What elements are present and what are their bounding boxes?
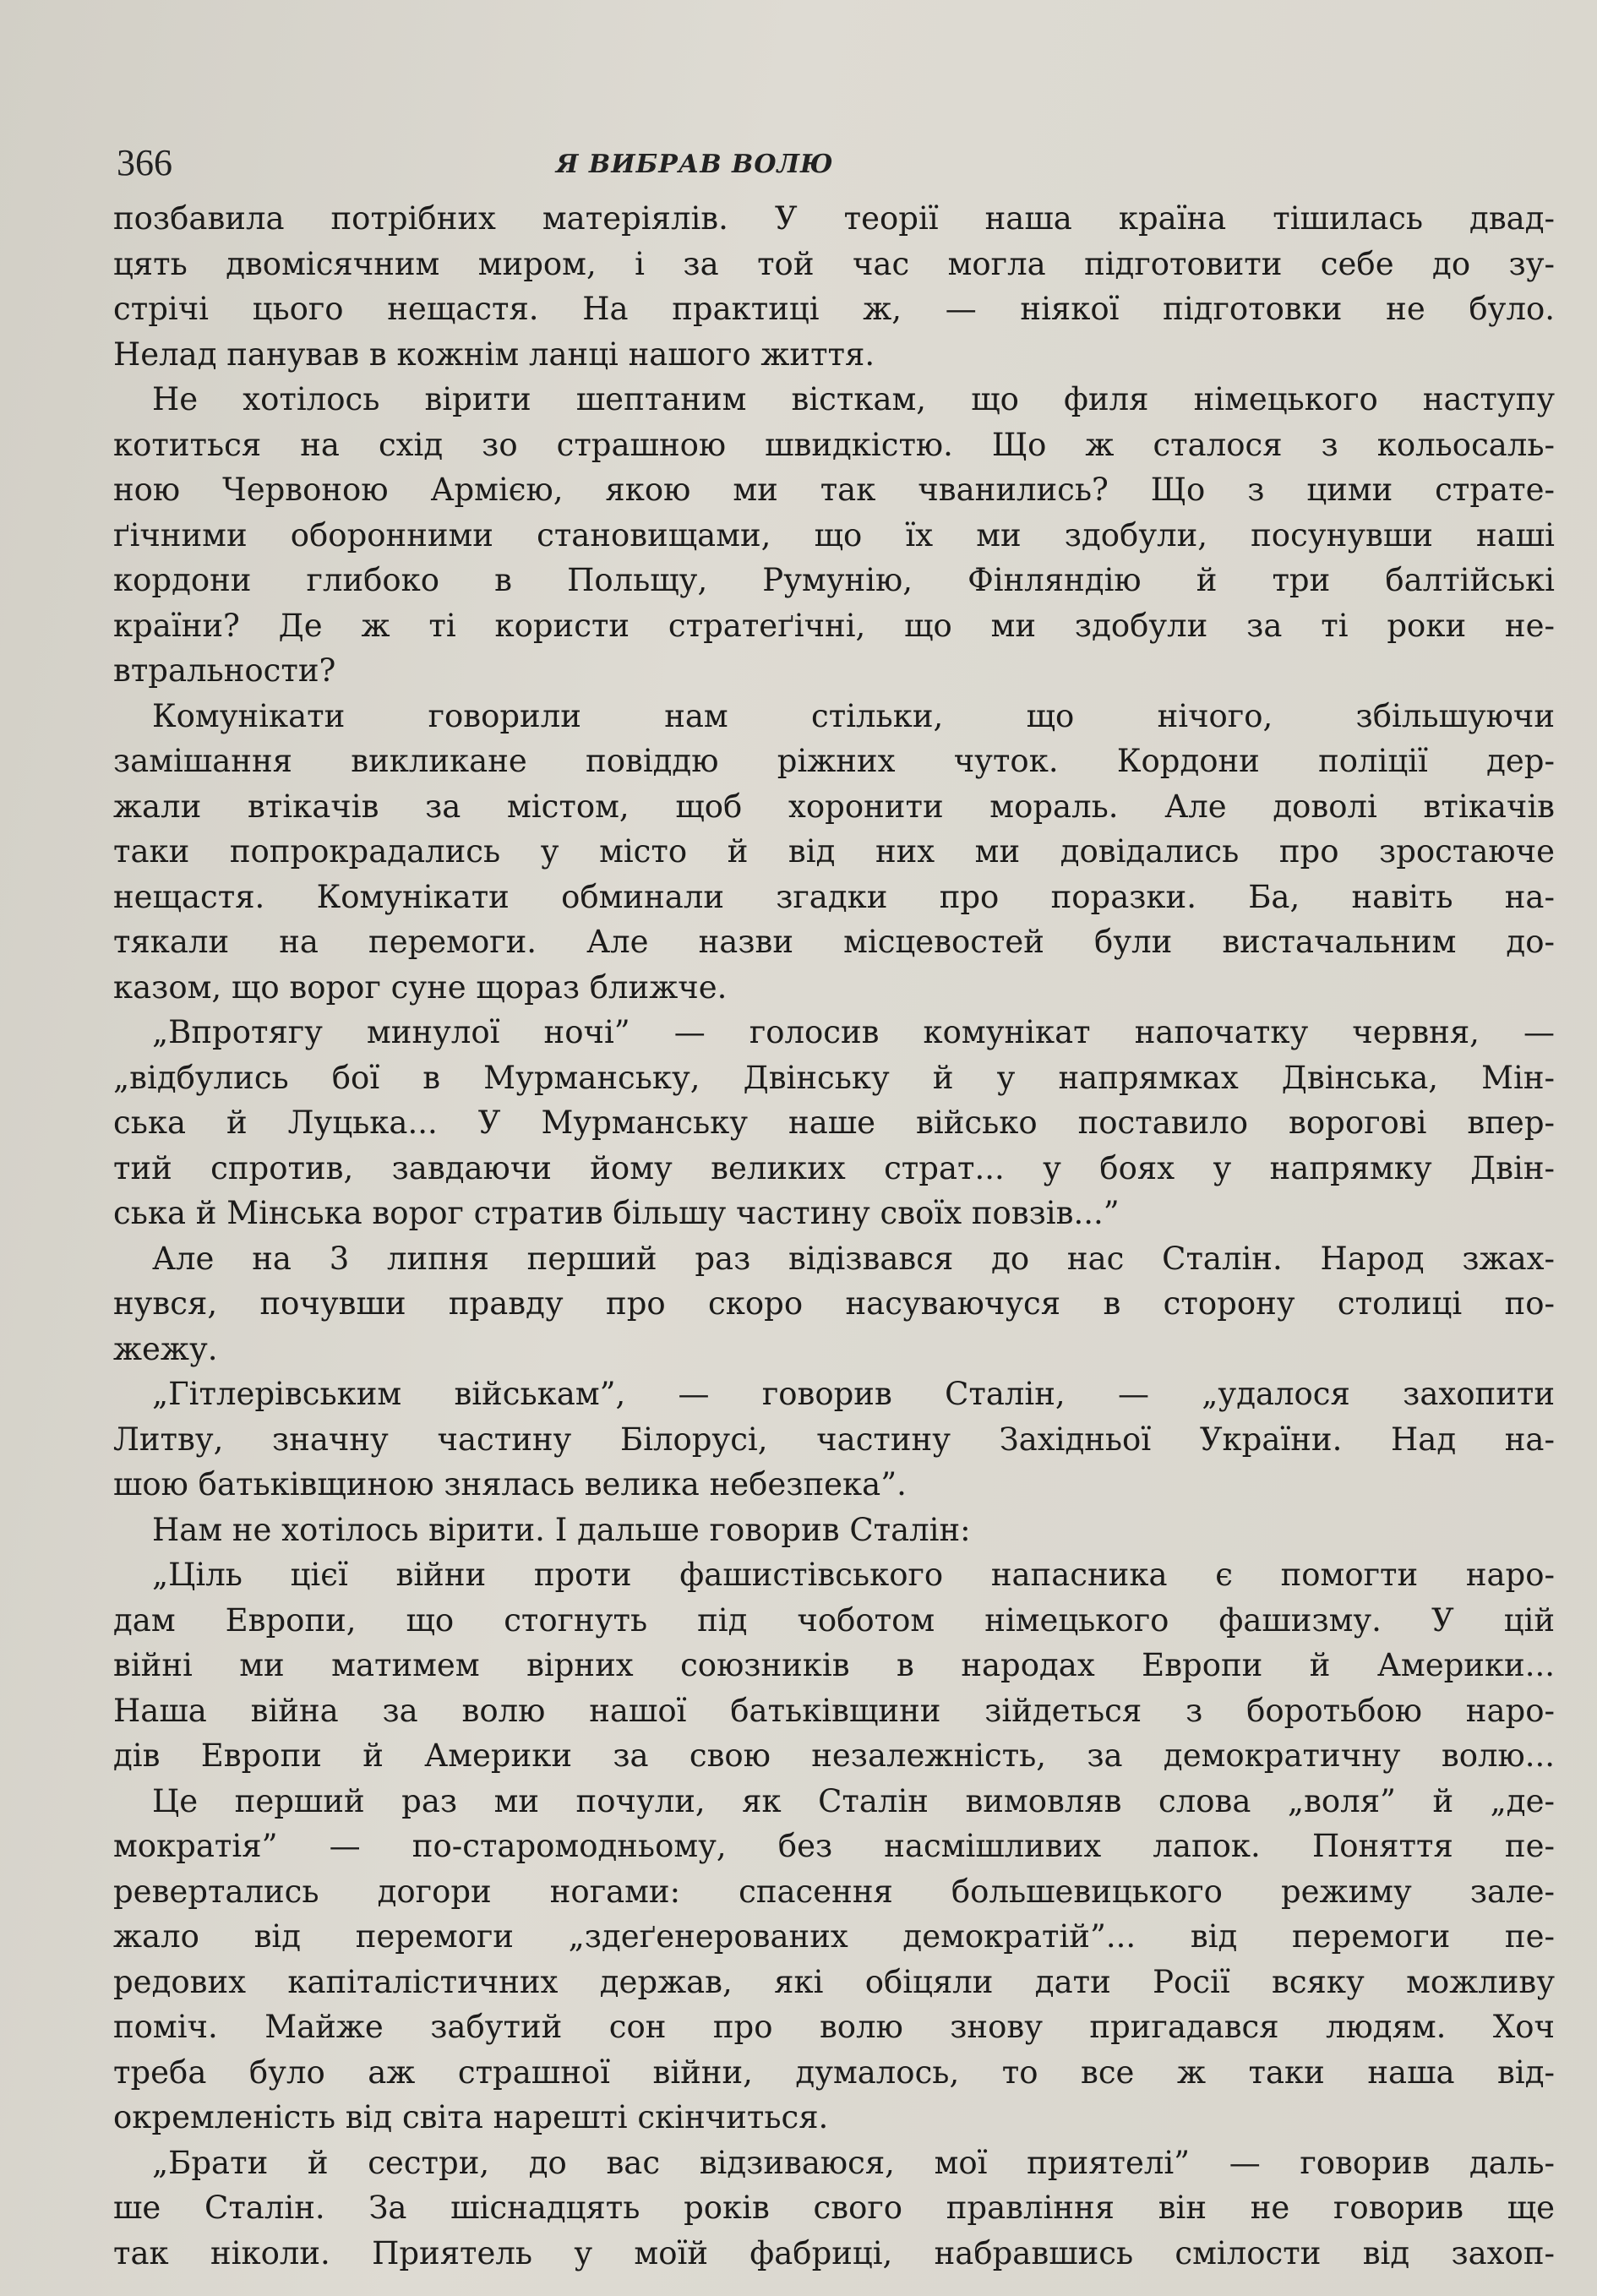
text-line: „відбулись бої в Мурманську, Двінську й у напрямках Двінська, Мін- <box>113 1059 1555 1096</box>
text-line: котиться на схід зо страшною швидкістю. Що ж сталося з кольосаль- <box>113 426 1555 463</box>
text-line: жало від перемоги „здеґенерованих демократій”... від перемоги пе- <box>113 1918 1555 1955</box>
text-line: ревертались догори ногами: спасення большевицького режиму зале- <box>113 1873 1555 1910</box>
text-line: тякали на перемоги. Але назви місцевостей були вистачальним до- <box>113 924 1555 960</box>
text-line: ною Червоною Армією, якою ми так чванились? Що з цими страте- <box>113 472 1555 508</box>
text-line: кордони глибоко в Польщу, Румунію, Фінляндію й три балтійські <box>113 562 1555 598</box>
text-line: нувся, почувши правду про скоро насуваючуся в сторону столиці по- <box>113 1285 1555 1322</box>
text-line: Це перший раз ми почули, як Сталін вимовляв слова „воля” й „де- <box>152 1782 1555 1819</box>
text-line: ше Сталін. За шіснадцять років свого правління він не говорив ще <box>113 2190 1555 2226</box>
text-line: замішання викликане повіддю ріжних чуток. Кордони поліції дер- <box>113 743 1555 779</box>
text-line: треба було аж страшної війни, думалось, то все ж таки наша від- <box>113 2053 1555 2091</box>
text-line: цять двомісячним миром, і за той час могла підготовити себе до зу- <box>113 245 1555 282</box>
text-line: дам Европи, що стогнуть під чоботом німецького фашизму. У цій <box>113 1601 1555 1639</box>
text-line: тий спротив, завдаючи йому великих страт... у боях у напрямку Двін- <box>113 1149 1555 1186</box>
body-text <box>113 196 1555 2276</box>
text-line: „Брати й сестри, до вас відзиваюся, мої приятелі” — говорив даль- <box>152 2144 1555 2181</box>
text-line: „Гітлерівським військам”, — говорив Сталін, — „удалося захопити <box>152 1376 1555 1412</box>
text-line: ська й Мінська ворог стратив більшу частину своїх повзів...” <box>113 1195 1120 1231</box>
text-line: окремленість від світа нарешті скінчиться. <box>113 2099 829 2135</box>
text-line: жали втікачів за містом, щоб хоронити мораль. Але доволі втікачів <box>113 788 1555 825</box>
text-line: ґічними оборонними становищами, що їх ми здобули, посунувши наші <box>113 516 1555 554</box>
text-line: країни? Де ж ті користи стратеґічні, що ми здобули за ті роки не- <box>113 607 1555 644</box>
text-line: нещастя. Комунікати обминали згадки про поразки. Ба, навіть на- <box>113 878 1555 915</box>
text-line: Наша війна за волю нашої батьківщини зійдеться з боротьбою наро- <box>113 1692 1555 1729</box>
text-line: „Ціль цієї війни проти фашистівського напасника є помогти наро- <box>152 1557 1555 1593</box>
text-line: казом, що ворог суне щораз ближче. <box>113 968 728 1006</box>
text-line: Не хотілось вірити шептаним вісткам, що филя німецького наступу <box>152 381 1555 417</box>
page-header <box>117 138 1553 188</box>
text-line: „Впротягу минулої ночі” — голосив комунікат напочатку червня, — <box>152 1014 1555 1050</box>
text-line: поміч. Майже забутий сон про волю знову пригадався людям. Хоч <box>113 2009 1555 2045</box>
text-line: так ніколи. Приятель у моїй фабриці, набравшись смілости від захоп- <box>113 2234 1555 2271</box>
page-number: 366 <box>117 142 172 183</box>
text-line: Нелад панував в кожнім ланці нашого життя. <box>113 335 875 373</box>
text-line: позбавила потрібних матеріялів. У теорії наша країна тішилась двад- <box>113 200 1555 237</box>
text-line: Литву, значну частину Білорусі, частину Західньої України. Над на- <box>113 1421 1555 1458</box>
text-line: ська й Луцька... У Мурманську наше військо поставило ворогові впер- <box>113 1104 1555 1141</box>
text-line: таки попрокрадались у місто й від них ми довідались про зростаюче <box>113 833 1555 870</box>
text-line: редових капіталістичних держав, які обіцяли дати Росії всяку можливу <box>113 1963 1555 2000</box>
text-line: дів Европи й Америки за свою незалежність, за демократичну волю... <box>113 1737 1555 1774</box>
running-title: Я ВИБРАВ ВОЛЮ <box>556 150 834 179</box>
text-line: шою батьківщиною знялась велика небезпека”. <box>113 1466 907 1502</box>
text-line: Нам не хотілось вірити. І дальше говорив Сталін: <box>152 1511 971 1548</box>
text-line: Комунікати говорили нам стільки, що нічого, збільшуючи <box>152 697 1555 734</box>
text-line: війні ми матимем вірних союзників в народах Европи й Америки... <box>113 1647 1555 1683</box>
text-line: жежу. <box>113 1330 218 1367</box>
text-line: Але на 3 липня перший раз відізвався до нас Сталін. Народ зжах- <box>152 1240 1555 1277</box>
text-line: втральности? <box>113 652 336 689</box>
text-line: мократія” — по-старомодньому, без насмішливих лапок. Поняття пе- <box>113 1828 1555 1864</box>
text-line: стрічі цього нещастя. На практиці ж, — ніякої підготовки не було. <box>113 291 1555 327</box>
